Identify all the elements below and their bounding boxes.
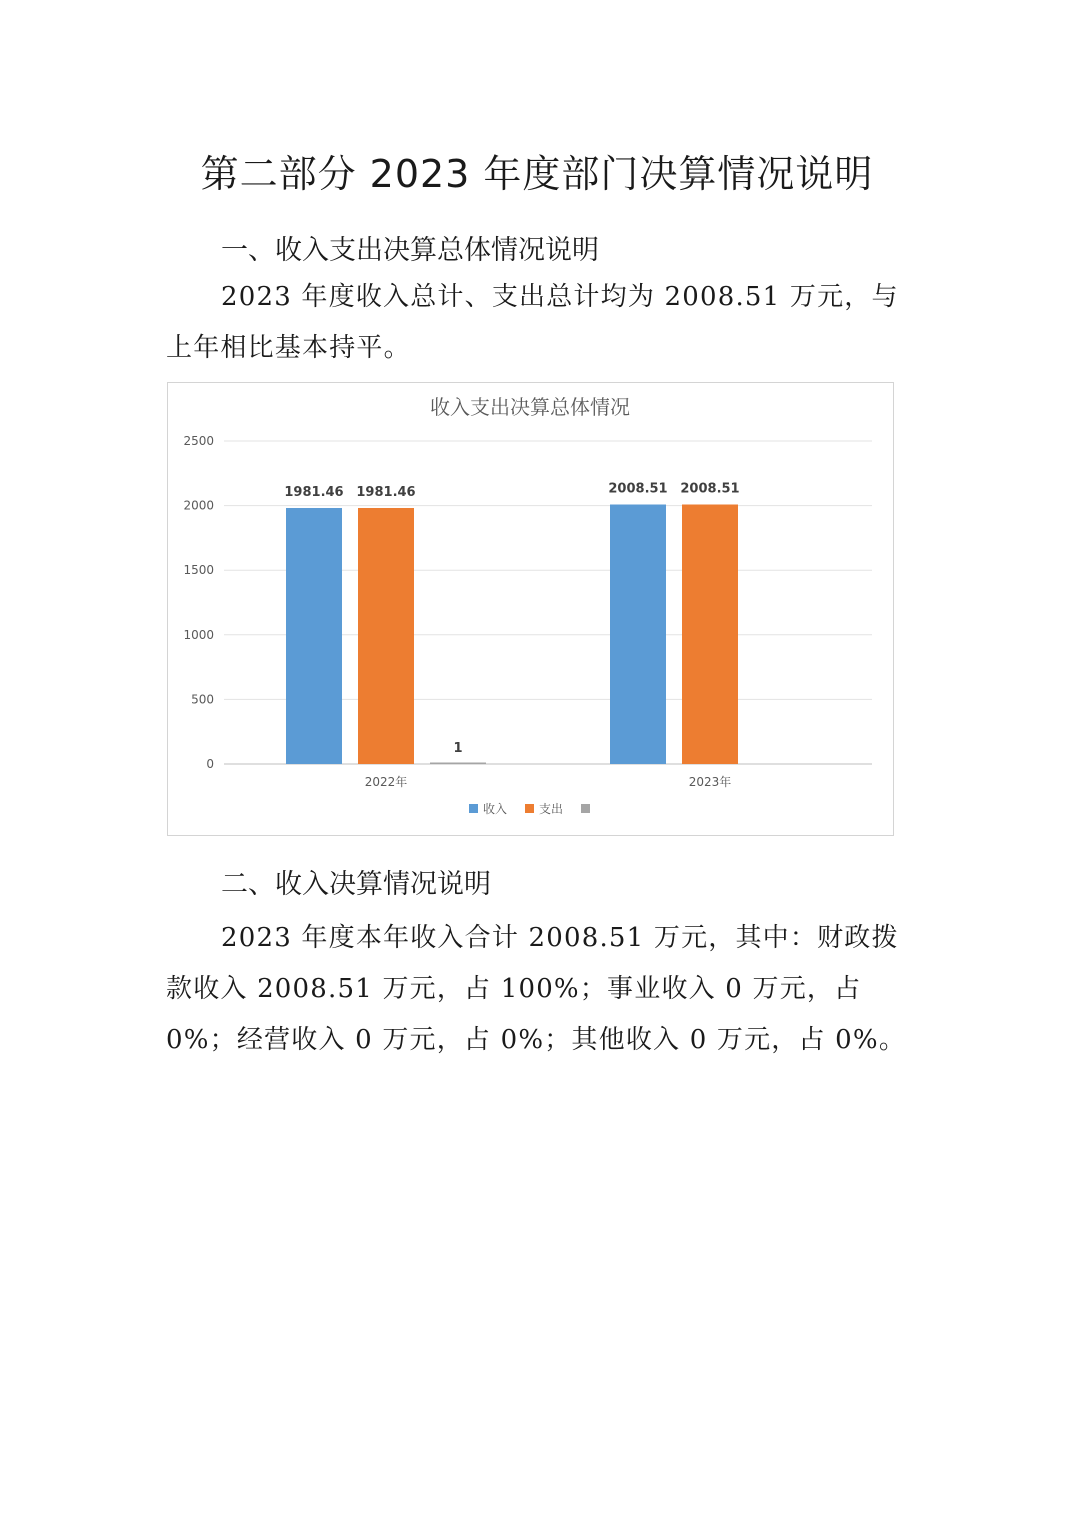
x-axis-ticks (365, 774, 732, 789)
paragraph-overall: 2023 年度收入总计、支出总计均为 2008.51 万元，与上年相比基本持平。 (166, 282, 899, 363)
bar-chart (168, 383, 893, 835)
legend-swatch (581, 804, 590, 813)
x-tick-label: 2022年 (364, 775, 408, 789)
chart-title: 收入支出决算总体情况 (430, 395, 630, 419)
y-tick-label: 500 (191, 692, 214, 707)
y-axis-ticks (183, 434, 214, 771)
legend-swatch (525, 804, 534, 813)
bar (286, 508, 342, 764)
data-label: 1981.46 (284, 484, 344, 500)
y-tick-label: 1500 (183, 563, 214, 578)
bars (286, 505, 738, 764)
y-tick-label: 0 (206, 757, 214, 771)
x-tick-label: 2023年 (688, 775, 732, 789)
legend (469, 801, 590, 816)
data-label: 2008.51 (608, 481, 668, 497)
section-heading-overall: 一、收入支出决算总体情况说明 (221, 235, 599, 266)
y-tick-label: 1000 (183, 627, 214, 642)
legend-label: 支出 (539, 802, 564, 816)
y-tick-label: 2000 (183, 498, 214, 513)
page-title: 第二部分 2023 年度部门决算情况说明 (200, 152, 874, 196)
bar (682, 505, 738, 764)
data-label: 1 (453, 740, 463, 756)
y-tick-label: 2500 (183, 434, 214, 448)
data-label: 2008.51 (680, 481, 740, 497)
legend-label: 收入 (483, 802, 508, 816)
bar (430, 763, 486, 765)
paragraph-income: 2023 年度本年收入合计 2008.51 万元，其中：财政拨款收入 2008.51 万元，占 100%；事业收入 0 万元，占 0%；经营收入 0 万元，占 0%；其他收入 0 万元，占 0%。 (166, 923, 907, 1055)
section-heading-income: 二、收入决算情况说明 (221, 869, 491, 900)
legend-swatch (469, 804, 478, 813)
bar (610, 505, 666, 764)
data-label: 1981.46 (356, 484, 416, 500)
bar (358, 508, 414, 764)
data-labels (284, 482, 739, 756)
chart-container (167, 382, 894, 836)
